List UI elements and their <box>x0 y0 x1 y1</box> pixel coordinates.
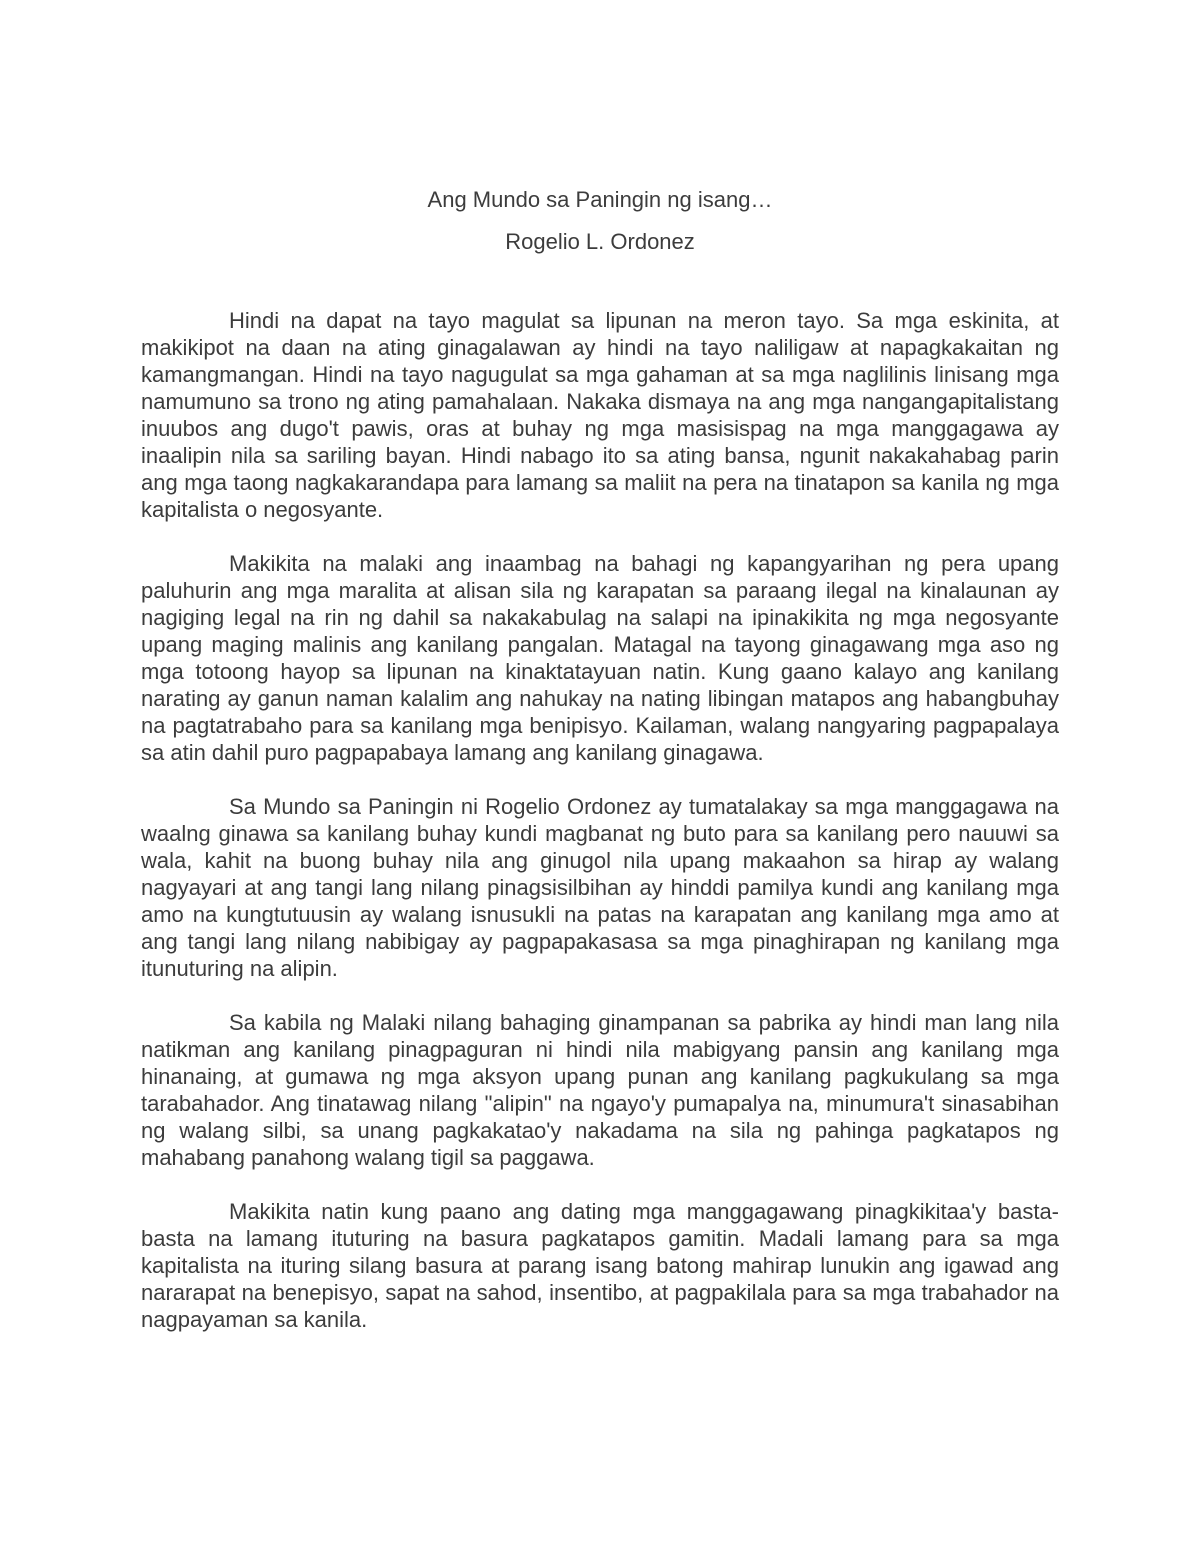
document-author: Rogelio L. Ordonez <box>505 229 695 254</box>
paragraph-5: Makikita natin kung paano ang dating mga manggagawang pinagkikitaa'y basta-basta na lamang ituturing na basura pagkatapos gamitin. Madali lamang para sa mga kapitalista na ituring silang basura at parang isang batong mahirap lunukin ang igawad ang nararapat na benepisyo, sapat na sahod, insentibo, at pagpakilala para sa mga trabahador na nagpayaman sa kanila. <box>141 1199 1059 1332</box>
paragraph-3: Sa Mundo sa Paningin ni Rogelio Ordonez ay tumatalakay sa mga manggagawa na waalng ginawa sa kanilang buhay kundi magbanat ng buto para sa kanilang pero nauuwi sa wala, kahit na buong buhay nila ang ginugol nila upang makaahon sa hirap ay walang nagyayari at ang tangi lang nilang pinagsisilbihan ay hinddi pamilya kundi ang kanilang mga amo na kungtutuusin ay walang isnusukli na patas na karapatan ang kanilang mga amo at ang tangi lang nilang nabibigay ay pagpapakasasa sa mga pinaghirapan ng kanilang mga itunuturing na alipin. <box>141 794 1059 981</box>
paragraph-2: Makikita na malaki ang inaambag na bahagi ng kapangyarihan ng pera upang paluhurin ang mga maralita at alisan sila ng karapatan sa paraang ilegal na kinalaunan ay nagiging legal na rin ng dahil sa nakakabulag na salapi na ipinakikita ng mga negosyante upang maging malinis ang kanilang pangalan. Matagal na tayong ginagawang mga aso ng mga totoong hayop sa lipunan na kinaktatayuan natin. Kung gaano kalayo ang kanilang narating ay ganun naman kalalim ang nahukay na nating libingan matapos ang habangbuhay na pagtatrabaho para sa kanilang mga benipisyo. Kailaman, walang nangyaring pagpapalaya sa atin dahil puro pagpapabaya lamang ang kanilang ginagawa. <box>141 551 1059 765</box>
paragraph-4: Sa kabila ng Malaki nilang bahaging ginampanan sa pabrika ay hindi man lang nila natikman ang kanilang pinagpaguran ni hindi nila mabigyang pansin ang kanilang mga hinanaing, at gumawa ng mga aksyon upang punan ang kanilang pagkukulang sa mga tarabahador. Ang tinatawag nilang "alipin" na ngayo'y pumapalya na, minumura't sinasabihan ng walang silbi, sa unang pagkakatao'y nakadama na sila ng pahinga pagkatapos ng mahabang panahong walang tigil sa paggawa. <box>141 1010 1059 1170</box>
document-body <box>141 307 1059 1333</box>
document-title: Ang Mundo sa Paningin ng isang… <box>427 187 773 212</box>
paragraph-1: Hindi na dapat na tayo magulat sa lipunan na meron tayo. Sa mga eskinita, at makikipot na daan na ating ginagalawan ay hindi na tayo naliligaw at napagkakaitan ng kamangmangan. Hindi na tayo nagugulat sa mga gahaman at sa mga naglilinis linisang mga namumuno sa trono ng ating pamahalaan. Nakaka dismaya na ang mga nangangapitalistang inuubos ang dugo't pawis, oras at buhay ng mga masisispag na mga manggagawa ay inaalipin nila sa sariling bayan. Hindi nabago ito sa ating bansa, ngunit nakakahabag parin ang mga taong nagkakarandapa para lamang sa maliit na pera na tinatapon sa kanila ng mga kapitalista o negosyante. <box>141 308 1059 522</box>
